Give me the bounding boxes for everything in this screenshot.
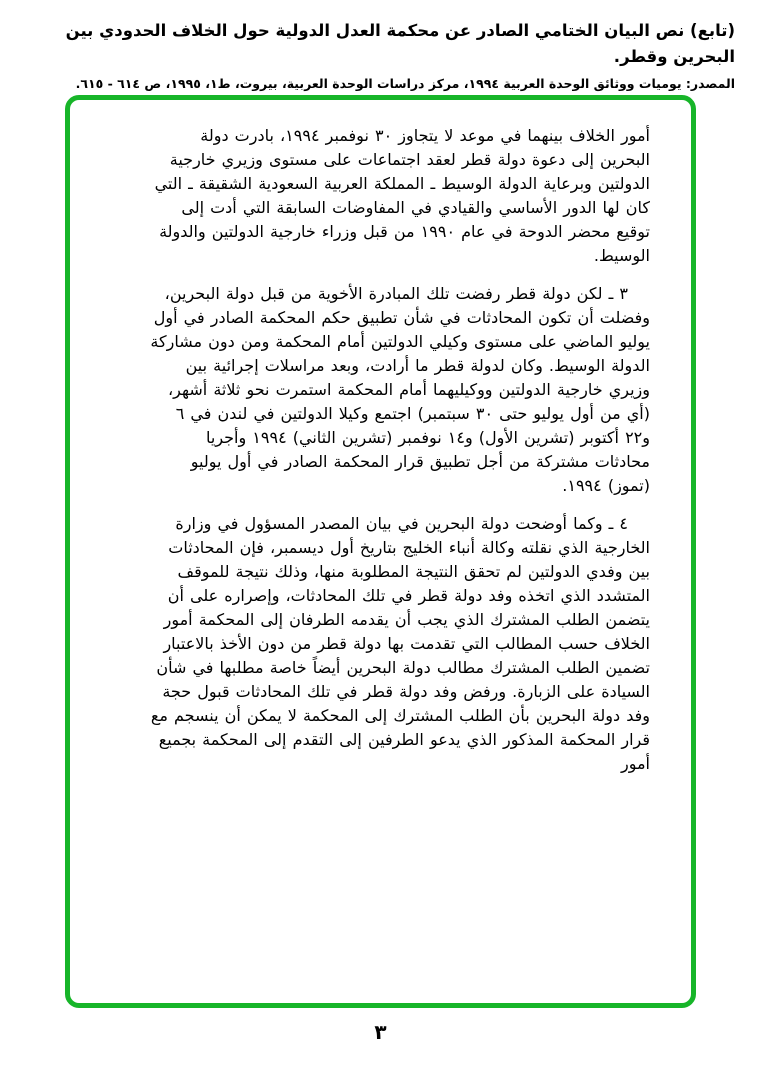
document-source-line: المصدر: يوميات ووثائق الوحدة العربية ١٩٩٤، مركز دراسات الوحدة العربية، بيروت، ط١، ١٩٩٥، ص ٦١٤ - ٦١٥. [75, 75, 735, 91]
paragraph-continuation: أمور الخلاف بينهما في موعد لا يتجاوز ٣٠ نوفمبر ١٩٩٤، بادرت دولة البحرين إلى دعوة دولة قطر لعقد اجتماعات على مستوى وزيري خارجية الدولتين وبرعاية الدولة الوسيط ـ المملكة العربية السعودية الشقيقة ـ التي كان لها الدور الأساسي والقيادي في المفاوضات السابقة التي أدت إلى توقيع محضر الدوحة في عام ١٩٩٠ من قبل وزراء خارجية الدولتين والدولة الوسيط. [154, 126, 650, 265]
paragraph-item-3: ٣ ـ لكن دولة قطر رفضت تلك المبادرة الأخوية من قبل دولة البحرين، وفضلت أن تكون المحادثات في شأن تطبيق حكم المحكمة الصادر في أول يوليو الماضي على مستوى وكيلي الدولتين أمام المحكمة ومن دون مشاركة الدولة الوسيط. وكان لدولة قطر ما أرادت، وبعد مراسلات إجرائية بين وزيري خارجية الدولتين ووكيليهما أمام المحكمة استمرت نحو ثلاثة أشهر، (أي من أول يوليو حتى ٣٠ سبتمبر) اجتمع وكيلا الدولتين في لندن في ٦ و٢٢ أكتوبر (تشرين الأول) و١٤ نوفمبر (تشرين الثاني) ١٩٩٤ وأجريا محادثات مشتركة من أجل تطبيق قرار المحكمة الصادر في أول يوليو (تموز) ١٩٩٤. [150, 284, 650, 495]
body-text-column [150, 124, 650, 790]
document-title: (تابع) نص البيان الختامي الصادر عن محكمة العدل الدولية حول الخلاف الحدودي بين البحرين وقطر. [65, 21, 735, 67]
green-border-box [65, 95, 696, 1008]
paragraph-item-4: ٤ ـ وكما أوضحت دولة البحرين في بيان المصدر المسؤول في وزارة الخارجية الذي نقلته وكالة أنباء الخليج بتاريخ أول ديسمبر، فإن المحادثات بين وفدي الدولتين لم تحقق النتيجة المطلوبة منها، وذلك نتيجة للموقف المتشدد الذي اتخذه وفد دولة قطر في تلك المحادثات، وإصراره على أن يتضمن الطلب المشترك الذي يجب أن يقدمه الطرفان إلى المحكمة أمور الخلاف حسب المطالب التي تقدمت بها دولة قطر من دون الأخذ بالاعتبار تضمين الطلب المشترك مطالب دولة البحرين أيضاً خاصة مطلبها في شأن السيادة على الزبارة. ورفض وفد دولة قطر في تلك المحادثات قبول حجة وفد دولة البحرين بأن الطلب المشترك إلى المحكمة لا يمكن أن ينسجم مع قرار المحكمة المذكور الذي يدعو الطرفين إلى التقدم إلى المحكمة بجميع أمور [150, 514, 650, 773]
page-number: ٣ [374, 1020, 387, 1044]
document-header [23, 18, 735, 94]
